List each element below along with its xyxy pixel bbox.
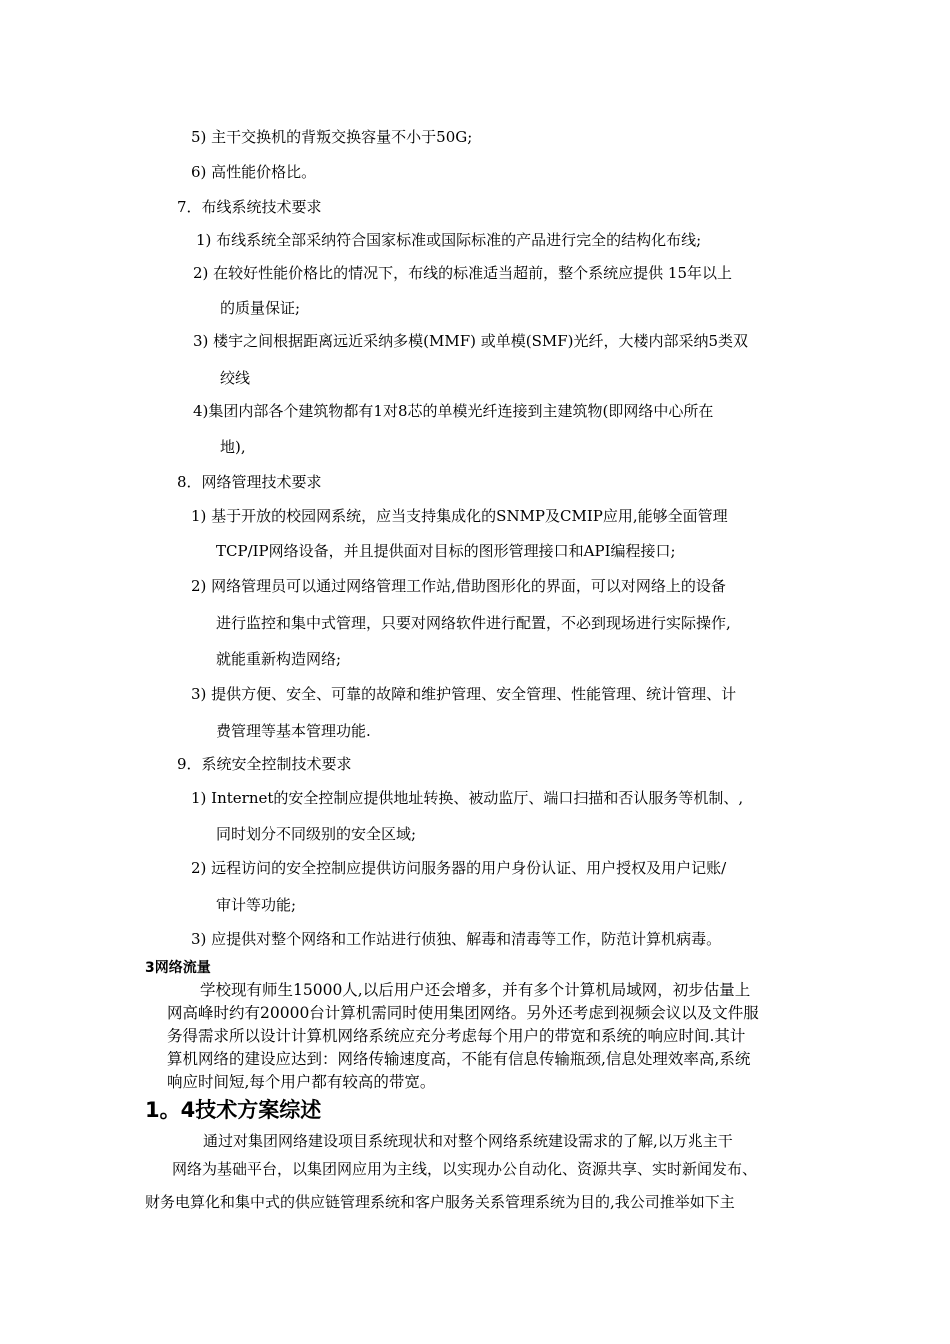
paragraph-line: 财务电算化和集中式的供应链管理系统和客户服务关系管理系统为目的,我公司推举如下主 [145,1193,735,1211]
list-item: 3) 提供方便、安全、可靠的故障和维护管理、安全管理、性能管理、统计管理、计 [191,685,737,703]
list-item: 1) 基于开放的校园网系统，应当支持集成化的SNMP及CMIP应用,能够全面管理 [191,507,728,525]
list-item: 3) 应提供对整个网络和工作站进行侦独、解毒和清毒等工作，防范计算机病毒。 [191,930,722,948]
list-item: 6) 高性能价格比。 [191,163,317,181]
list-item-continuation: 进行监控和集中式管理，只要对网络软件进行配置，不必到现场进行实际操作, [216,614,731,632]
paragraph-line: 通过对集团网络建设项目系统现状和对整个网络系统建设需求的了解,以万兆主干 [203,1132,733,1150]
list-item: 3) 楼宇之间根据距离远近采纳多模(MMF) 或单模(SMF)光纤，大楼内部采纳5类双 [193,332,749,350]
list-item-continuation: 绞线 [220,369,251,387]
list-item: 2) 在较好性能价格比的情况下，布线的标准适当超前，整个系统应提供 15年以上 [193,264,733,282]
list-item-continuation: 地), [220,438,246,456]
section-heading-traffic: 3网络流量 [145,960,211,976]
list-item: 1) Internet的安全控制应提供地址转换、被动监厅、端口扫描和否认服务等机制、, [191,789,744,807]
paragraph-line: 网络为基础平台，以集团网应用为主线，以实现办公自动化、资源共享、实时新闻发布、 [172,1160,758,1178]
paragraph-line: 算机网络的建设应达到：网络传输速度高，不能有信息传输瓶颈,信息处理效率高,系统 [167,1050,751,1068]
list-item: 2) 远程访问的安全控制应提供访问服务器的用户身份认证、用户授权及用户记账/ [191,859,727,877]
paragraph-line: 响应时间短,每个用户都有较高的带宽。 [167,1073,436,1091]
list-item: 4)集团内部各个建筑物都有1对8芯的单模光纤连接到主建筑物(即网络中心所在 [193,402,714,420]
section-heading-management: 8．网络管理技术要求 [177,473,322,491]
list-item: 1) 布线系统全部采纳符合国家标准或国际标准的产品进行完全的结构化布线; [196,231,702,249]
list-item-continuation: TCP/IP网络设备，并且提供面对目标的图形管理接口和API编程接口; [216,542,676,560]
list-item-continuation: 费管理等基本管理功能. [216,722,371,740]
list-item: 2) 网络管理员可以通过网络管理工作站,借助图形化的界面，可以对网络上的设备 [191,577,726,595]
list-item-continuation: 审计等功能; [216,896,297,914]
list-item-continuation: 的质量保证; [220,299,301,317]
paragraph-line: 学校现有师生15000人,以后用户还会增多，并有多个计算机局域网，初步估量上 [200,981,751,999]
section-heading-security: 9．系统安全控制技术要求 [177,755,352,773]
list-item-continuation: 同时划分不同级别的安全区域; [216,825,417,843]
paragraph-line: 务得需求所以设计计算机网络系统应充分考虑每个用户的带宽和系统的响应时间.其计 [167,1027,746,1045]
list-item-continuation: 就能重新构造网络; [216,650,342,668]
section-heading-cabling: 7．布线系统技术要求 [177,198,322,216]
paragraph-line: 网高峰时约有20000台计算机需同时使用集团网络。另外还考虑到视频会议以及文件服 [167,1004,759,1022]
section-heading-overview: 1。4技术方案综述 [145,1098,322,1122]
list-item: 5) 主干交换机的背叛交换容量不小于50G; [191,128,473,146]
